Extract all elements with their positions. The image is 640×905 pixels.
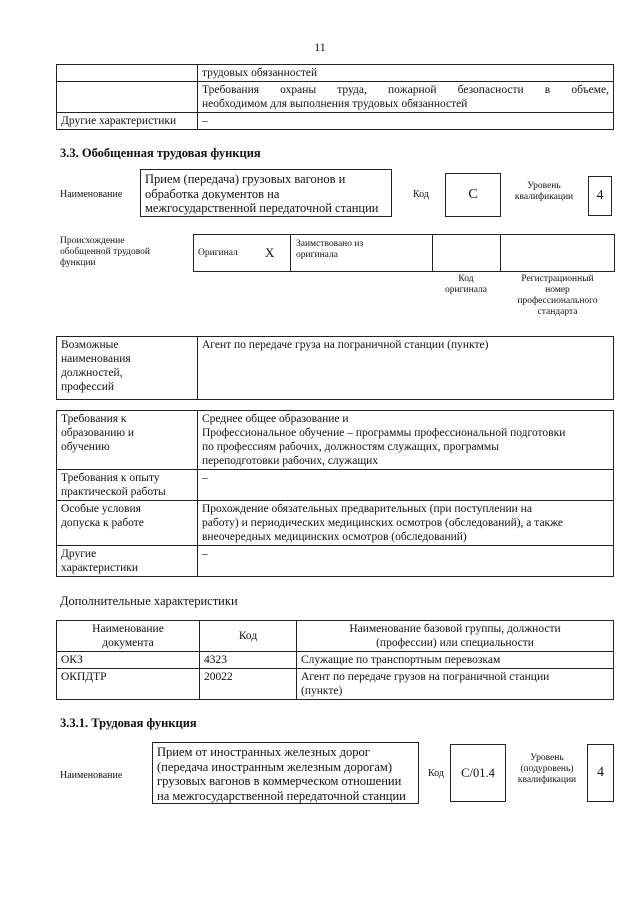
borrowed-label: Заимствовано из оригинала (296, 239, 364, 260)
table-row (57, 337, 614, 400)
code-label: Код (413, 189, 429, 200)
origin-label: Происхождение обобщенной трудовой функции (60, 236, 150, 268)
code-cell: 20022 (200, 669, 297, 700)
code-value: C (445, 173, 501, 217)
level-value: 4 (588, 176, 612, 216)
table-row (57, 82, 614, 113)
name-label: Наименование (60, 189, 123, 200)
table-header-row (57, 621, 614, 652)
level-label: Уровень квалификации (514, 181, 574, 202)
level-label-331: Уровень (подуровень) квалификации (517, 753, 577, 785)
additional-table (56, 620, 614, 700)
generalized-function-name: Прием (передача) грузовых вагонов и обработка документов на межгосударственной передаточной станции (140, 169, 392, 217)
other-value: – (198, 546, 614, 577)
table-row (57, 470, 614, 501)
original-label: Оригинал (198, 248, 238, 258)
labor-function-name: Прием от иностранных железных дорог (передача иностранным железным дорогам) грузовых вагонов в коммерческом отношении на межгосударственной передаточной станции (152, 742, 419, 804)
experience-label: Требования к опыту практической работы (57, 470, 198, 501)
col-code-header: Код (200, 621, 297, 652)
name-cell: Агент по передаче грузов на пограничной станции (пункте) (297, 669, 614, 700)
table-row (57, 65, 614, 82)
name-cell: Служащие по транспортным перевозкам (297, 652, 614, 669)
positions-table (56, 336, 614, 400)
table-row (57, 411, 614, 470)
table-row (57, 501, 614, 546)
conditions-value: Прохождение обязательных предварительных (при поступлении на работу) и периодических медицинских осмотров (обследований), а также внеочередных медицинских осмотров (обследований) (198, 501, 614, 546)
page-number: 11 (314, 40, 326, 54)
section-3-3-heading: 3.3. Обобщенная трудовая функция (60, 146, 261, 160)
conditions-label: Особые условия допуска к работе (57, 501, 198, 546)
code-cell: 4323 (200, 652, 297, 669)
code-label-331: Код (428, 768, 444, 779)
top-row1-value: трудовых обязанностей (198, 65, 614, 82)
table-row (57, 669, 614, 700)
section-3-3-1-heading: 3.3.1. Трудовая функция (60, 716, 197, 730)
origin-table (193, 234, 615, 272)
education-label: Требования к образованию и обучению (57, 411, 198, 470)
top-row3-label: Другие характеристики (57, 113, 198, 130)
code-value-331: C/01.4 (450, 744, 506, 802)
positions-label: Возможные наименования должностей, профессий (57, 337, 198, 400)
level-value-331: 4 (587, 744, 614, 802)
additional-heading: Дополнительные характеристики (60, 594, 238, 608)
requirements-table (56, 410, 614, 577)
name-label-331: Наименование (60, 770, 123, 781)
code-original-label: Код оригинала (445, 274, 487, 295)
positions-value: Агент по передаче груза на пограничной станции (пункте) (198, 337, 614, 400)
experience-value: – (198, 470, 614, 501)
doc-cell: ОКЗ (57, 652, 200, 669)
reg-number-label: Регистрационный номер профессионального стандарта (517, 274, 598, 317)
col-doc-header: Наименование документа (57, 621, 200, 652)
table-row (57, 113, 614, 130)
col-name-header: Наименование базовой группы, должности (профессии) или специальности (297, 621, 614, 652)
table-row (57, 652, 614, 669)
top-row2-value: Требования охраны труда, пожарной безопасности в объеме, необходимом для выполнения трудовых обязанностей (198, 82, 614, 113)
table-row (57, 546, 614, 577)
top-row3-value: – (198, 113, 614, 130)
other-label: Другие характеристики (57, 546, 198, 577)
top-table (56, 64, 614, 130)
original-mark: X (265, 245, 275, 260)
doc-cell: ОКПДТР (57, 669, 200, 700)
education-value: Среднее общее образование и Профессиональное обучение – программы профессиональной подготовки по профессиям рабочих, должностям служащих, программы переподготовки рабочих, служащих (198, 411, 614, 470)
